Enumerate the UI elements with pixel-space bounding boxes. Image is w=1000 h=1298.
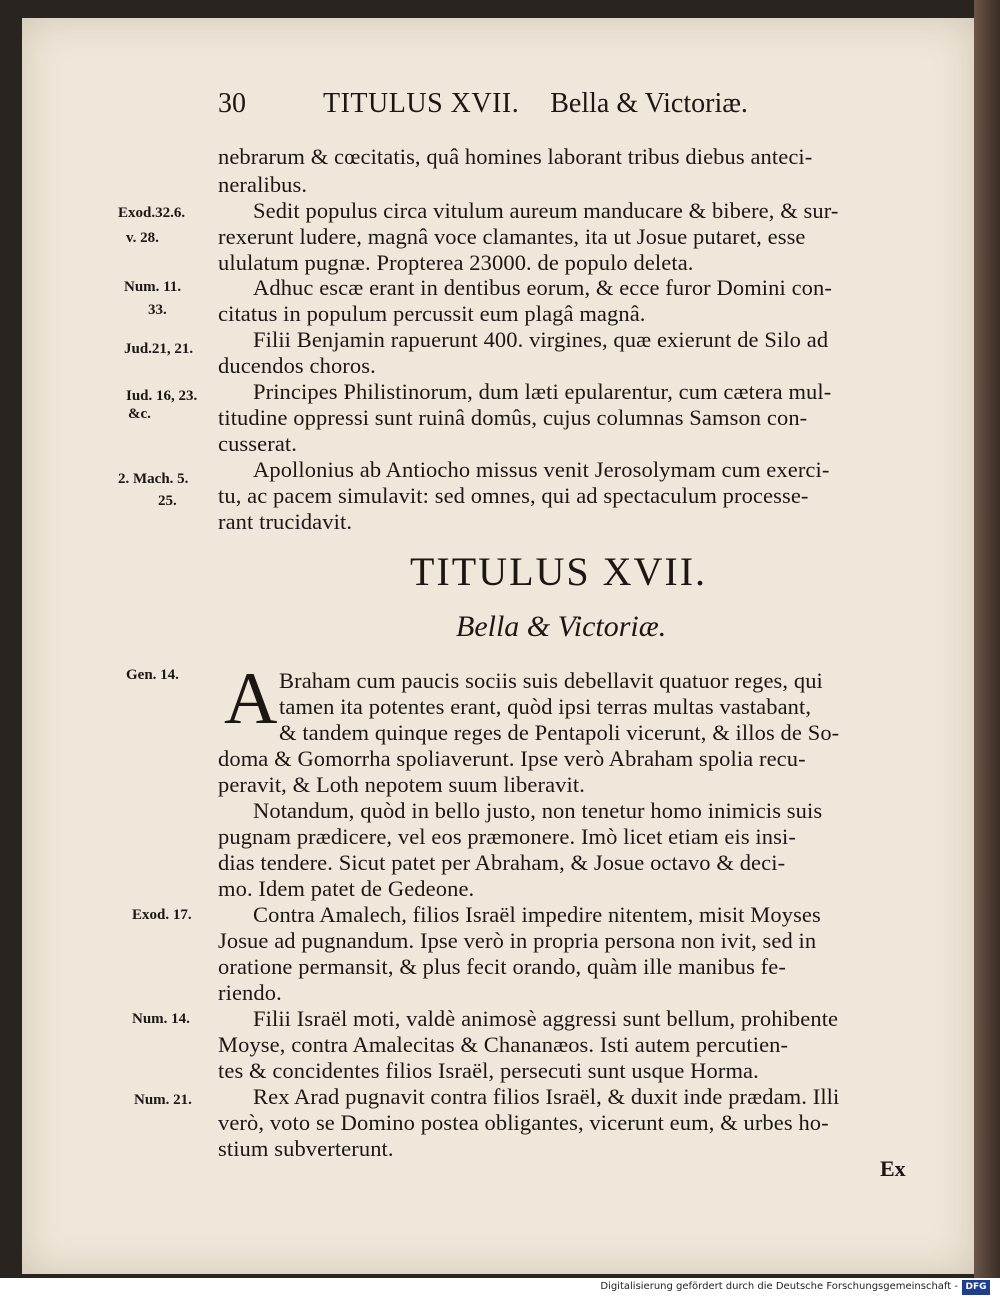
text-line: dias tendere. Sicut patet per Abraham, & Josue octavo & deci- <box>218 850 786 875</box>
text-line: Sedit populus circa vitulum aureum manducare & bibere, & sur- <box>253 198 839 223</box>
text-line: Josue ad pugnandum. Ipse verò in propria persona non ivit, sed in <box>218 928 817 953</box>
book-edge <box>974 0 1000 1278</box>
margin-note: Num. 11. <box>124 279 182 295</box>
text-line: Rex Arad pugnavit contra filios Israël, & duxit inde prædam. Illi <box>253 1084 840 1109</box>
page-number: 30 <box>218 88 246 119</box>
section-title: TITULUS XVII. <box>410 549 708 594</box>
section-subtitle: Bella & Victoriæ. <box>456 610 667 643</box>
text-line: Apollonius ab Antiocho missus venit Jerosolymam cum exerci- <box>253 457 830 482</box>
text-line: titudine oppressi sunt ruinâ domûs, cujus columnas Samson con- <box>218 405 808 430</box>
text-line: pugnam prædicere, vel eos præmonere. Imò licet etiam eis insi- <box>218 824 796 849</box>
text-line: neralibus. <box>218 172 308 197</box>
text-line: rexerunt ludere, magnâ voce clamantes, ita ut Josue putaret, esse <box>218 224 806 249</box>
text-line: tes & concidentes filios Israël, persecuti sunt usque Horma. <box>218 1058 759 1083</box>
text-line: mo. Idem patet de Gedeone. <box>218 876 475 901</box>
running-subject: Bella & Victoriæ. <box>550 88 748 119</box>
margin-note: Num. 14. <box>132 1011 190 1027</box>
text-line: tu, ac pacem simulavit: sed omnes, qui ad spectaculum processe- <box>218 483 809 508</box>
drop-cap: A <box>224 658 278 740</box>
margin-note: Gen. 14. <box>126 667 179 683</box>
margin-note: Jud.21, 21. <box>124 341 194 357</box>
text-line: Principes Philistinorum, dum læti epularentur, cum cætera mul- <box>253 379 832 404</box>
text-line: ululatum pugnæ. Propterea 23000. de populo deleta. <box>218 250 694 275</box>
text-line: Filii Israël moti, valdè animosè aggressi sunt bellum, prohibente <box>253 1006 839 1031</box>
margin-note: v. 28. <box>126 230 159 246</box>
margin-note: Iud. 16, 23. <box>126 388 198 404</box>
text-line: ducendos choros. <box>218 353 376 378</box>
margin-note: Exod.32.6. <box>118 205 186 221</box>
text-line: stium subverterunt. <box>218 1136 394 1161</box>
text-line: verò, voto se Domino postea obligantes, vicerunt eum, & urbes ho- <box>218 1110 829 1135</box>
margin-note: Num. 21. <box>134 1092 192 1108</box>
running-title: TITULUS XVII. <box>323 88 520 119</box>
running-head <box>218 88 748 120</box>
catchword: Ex <box>880 1156 906 1181</box>
text-line: Filii Benjamin rapuerunt 400. virgines, quæ exierunt de Silo ad <box>253 327 829 352</box>
text-line: citatus in populum percussit eum plagâ magnâ. <box>218 301 646 326</box>
text-line: Contra Amalech, filios Israël impedire nitentem, misit Moyses <box>253 902 821 927</box>
text-line: doma & Gomorrha spoliaverunt. Ipse verò Abraham spolia recu- <box>218 746 806 771</box>
text-line: rant trucidavit. <box>218 509 353 534</box>
text-line: Moyse, contra Amalecitas & Chananæos. Isti autem percutien- <box>218 1032 789 1057</box>
margin-note: 2. Mach. 5. <box>118 471 189 487</box>
text-line: Adhuc escæ erant in dentibus eorum, & ecce furor Domini con- <box>253 275 832 300</box>
margin-note: &c. <box>128 406 151 422</box>
text-line: cusserat. <box>218 431 297 456</box>
dfg-logo[interactable]: DFG <box>962 1280 990 1295</box>
footer-credit: Digitalisierung gefördert durch die Deutsche Forschungsgemeinschaft - <box>600 1281 958 1292</box>
text-line: tamen ita potentes erant, quòd ipsi terras multas vastabant, <box>279 694 812 719</box>
text-line: peravit, & Loth nepotem suum liberavit. <box>218 772 585 797</box>
text-line: riendo. <box>218 980 282 1005</box>
margin-note: 33. <box>148 302 167 318</box>
text-line: Braham cum paucis sociis suis debellavit quatuor reges, qui <box>279 668 823 693</box>
text-line: oratione permansit, & plus fecit orando, quàm ille manibus fe- <box>218 954 786 979</box>
text-line: Notandum, quòd in bello justo, non tenetur homo inimicis suis <box>253 798 823 823</box>
margin-note: 25. <box>158 493 177 509</box>
text-line: & tandem quinque reges de Pentapoli vicerunt, & illos de So- <box>279 720 840 745</box>
text-line: nebrarum & cœcitatis, quâ homines laborant tribus diebus anteci- <box>218 144 813 169</box>
margin-note: Exod. 17. <box>132 907 192 923</box>
